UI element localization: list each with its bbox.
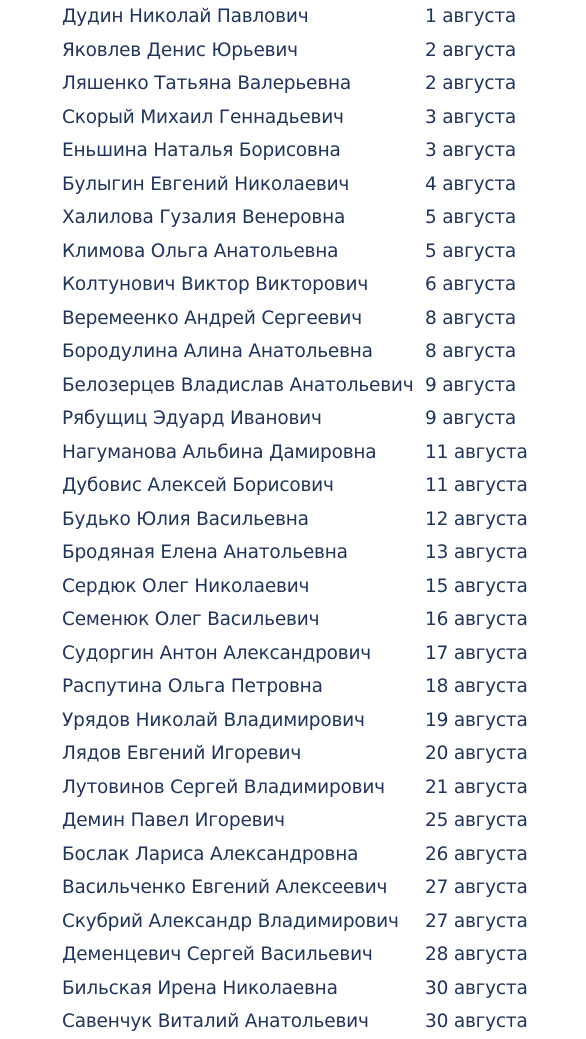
birthday-date: 27 августа: [425, 877, 528, 898]
person-name: Деменцевич Сергей Васильевич: [62, 944, 373, 965]
person-name: Будько Юлия Васильевна: [62, 508, 309, 530]
birthday-date: 5 августа: [425, 207, 517, 228]
birthday-date: 6 августа: [425, 274, 517, 295]
person-name: Судоргин Антон Александрович: [62, 642, 372, 664]
birthday-date: 15 августа: [425, 575, 528, 597]
birthday-date: 3 августа: [425, 106, 517, 128]
birthday-date: 25 августа: [425, 810, 528, 831]
birthday-date: 18 августа: [425, 676, 528, 697]
list-item: [0, 938, 586, 972]
person-name: Белозерцев Владислав Анатольевич: [62, 374, 414, 396]
list-item: [0, 871, 586, 905]
birthday-date: 12 августа: [425, 508, 528, 530]
list-item: [0, 67, 586, 101]
person-name: Халилова Гузалия Венеровна: [62, 207, 346, 228]
person-name: Лутовинов Сергей Владимирович: [62, 776, 385, 798]
person-name: Веремеенко Андрей Сергеевич: [62, 307, 362, 329]
list-item: [0, 302, 586, 336]
list-item: [0, 503, 586, 537]
list-item: [0, 268, 586, 302]
list-item: [0, 402, 586, 436]
person-name: Сердюк Олег Николаевич: [62, 575, 310, 597]
birthday-date: 8 августа: [425, 307, 517, 329]
person-name: Бильская Ирена Николаевна: [62, 977, 338, 999]
person-name: Семенюк Олег Васильевич: [62, 609, 320, 630]
birthday-date: 11 августа: [425, 441, 528, 463]
person-name: Еньшина Наталья Борисовна: [62, 140, 341, 161]
birthday-date: 11 августа: [425, 475, 528, 496]
birthday-date: 2 августа: [425, 39, 517, 61]
person-name: Урядов Николай Владимирович: [62, 709, 365, 731]
person-name: Демин Павел Игоревич: [62, 810, 285, 831]
birthday-date: 30 августа: [425, 977, 528, 999]
list-item: [0, 335, 586, 369]
birthday-date: 1 августа: [425, 6, 517, 27]
birthday-date: 19 августа: [425, 709, 528, 731]
list-item: [0, 536, 586, 570]
birthday-date: 8 августа: [425, 341, 517, 362]
person-name: Васильченко Евгений Алексеевич: [62, 877, 388, 898]
birthday-date: 3 августа: [425, 140, 517, 161]
birthday-date: 20 августа: [425, 743, 528, 764]
birthday-date: 16 августа: [425, 609, 528, 630]
list-item: [0, 369, 586, 403]
person-name: Колтунович Виктор Викторович: [62, 274, 369, 295]
list-item: [0, 603, 586, 637]
birthday-date: 4 августа: [425, 173, 517, 195]
person-name: Савенчук Виталий Анатольевич: [62, 1011, 369, 1032]
list-item: [0, 670, 586, 704]
list-item: [0, 34, 586, 68]
birthday-date: 30 августа: [425, 1011, 528, 1032]
list-item: [0, 0, 586, 34]
birthday-date: 2 августа: [425, 73, 517, 94]
person-name: Дудин Николай Павлович: [62, 6, 309, 27]
birthday-date: 13 августа: [425, 542, 528, 563]
birthday-date: 5 августа: [425, 240, 517, 262]
person-name: Булыгин Евгений Николаевич: [62, 173, 350, 195]
list-item: [0, 235, 586, 269]
birthday-date: 27 августа: [425, 910, 528, 932]
birthday-date: 26 августа: [425, 843, 528, 865]
list-item: [0, 436, 586, 470]
person-name: Рябущиц Эдуард Иванович: [62, 408, 322, 429]
person-name: Яковлев Денис Юрьевич: [62, 39, 298, 61]
list-item: [0, 704, 586, 738]
person-name: Лядов Евгений Игоревич: [62, 743, 302, 764]
person-name: Скорый Михаил Геннадьевич: [62, 106, 344, 128]
birthday-date: 9 августа: [425, 408, 517, 429]
person-name: Бородулина Алина Анатольевна: [62, 341, 373, 362]
list-item: [0, 101, 586, 135]
birthday-date: 17 августа: [425, 642, 528, 664]
person-name: Дубовис Алексей Борисович: [62, 475, 334, 496]
list-item: [0, 1005, 586, 1039]
person-name: Бродяная Елена Анатольевна: [62, 542, 348, 563]
list-item: [0, 972, 586, 1006]
list-item: [0, 469, 586, 503]
birthday-date: 28 августа: [425, 944, 528, 965]
person-name: Нагуманова Альбина Дамировна: [62, 441, 377, 463]
person-name: Распутина Ольга Петровна: [62, 676, 323, 697]
person-name: Скубрий Александр Владимирович: [62, 910, 399, 932]
birthday-date: 21 августа: [425, 776, 528, 798]
list-item: [0, 804, 586, 838]
list-item: [0, 905, 586, 939]
list-item: [0, 134, 586, 168]
list-item: [0, 168, 586, 202]
person-name: Ляшенко Татьяна Валерьевна: [62, 73, 351, 94]
birthday-date: 9 августа: [425, 374, 517, 396]
list-item: [0, 737, 586, 771]
list-item: [0, 201, 586, 235]
person-name: Климова Ольга Анатольевна: [62, 240, 339, 262]
list-item: [0, 771, 586, 805]
list-item: [0, 838, 586, 872]
list-item: [0, 637, 586, 671]
list-item: [0, 570, 586, 604]
person-name: Бослак Лариса Александровна: [62, 843, 359, 865]
